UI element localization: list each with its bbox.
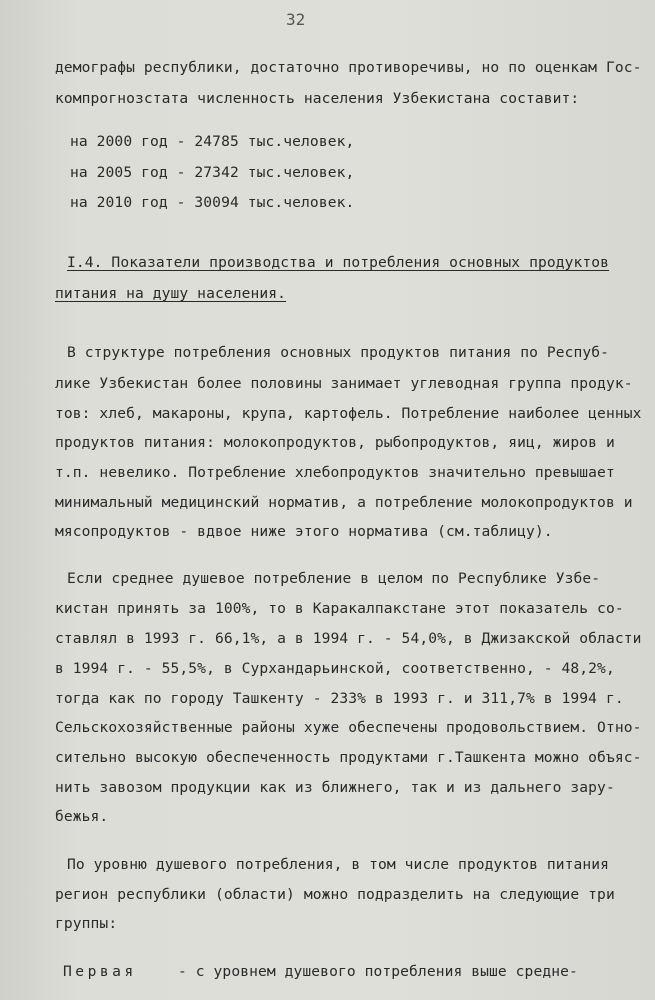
paragraph1-line-2: лике Узбекистан более половины занимает углеводная группа продук- [55,375,633,392]
paragraph1-line-7: мясопродуктов - вдвое ниже этого норматива (см.таблицу). [55,523,553,540]
paragraph2-line-9: бежья. [55,808,109,825]
paragraph1-line-4: продуктов питания: молокопродуктов, рыбопродуктов, яиц, жиров и [55,434,615,451]
forecast-2010: на 2010 год - 30094 тыс.человек. [70,194,355,211]
paragraph2-line-6: Сельскохозяйственные районы хуже обеспечены продовольствием. Отно- [55,719,642,736]
paragraph2-line-7: сительно высокую обеспеченность продуктами г.Ташкента можно объяс- [55,749,642,766]
forecast-2005: на 2005 год - 27342 тыс.человек, [70,164,355,181]
paragraph2-line-2: кистан принять за 100%, то в Каракалпакстане этот показатель со- [55,600,624,617]
intro-line-1: демографы республики, достаточно противоречивы, но по оценкам Гос- [55,59,642,76]
paragraph3-line-2: регион республики (области) можно подразделить на следующие три [55,886,615,903]
paragraph2-line-3: ставлял в 1993 г. 66,1%, а в 1994 г. - 54,0%, в Джизакской области [55,630,642,647]
paragraph1-line-1: В структуре потребления основных продуктов питания по Респуб- [67,344,610,361]
intro-line-2: компрогнозстата численность населения Узбекистана составит: [55,90,580,107]
paragraph1-line-5: т.п. невелико. Потребление хлебопродуктов значительно превышает [55,464,615,481]
group-first-text: - с уровнем душевого потребления выше средне- [178,963,578,980]
paragraph2-line-4: в 1994 г. - 55,5%, в Сурхандарьинской, соответственно, - 48,2%, [55,660,615,677]
paragraph2-line-1: Если среднее душевое потребление в целом по Республике Узбе- [67,570,601,587]
paragraph3-line-1: По уровню душевого потребления, в том числе продуктов питания [67,856,610,873]
paragraph1-line-6: минимальный медицинский норматив, а потребление молокопродуктов и [55,494,633,511]
paragraph2-line-8: нить завозом продукции как из ближнего, так и из дальнего зару- [55,779,615,796]
section-heading-line-1: I.4. Показатели производства и потребления основных продуктов [67,254,610,271]
paragraph3-line-3: группы: [55,915,118,932]
section-heading-line-2: питания на душу населения. [55,285,287,302]
paragraph1-line-3: тов: хлеб, макароны, крупа, картофель. Потребление наиболее ценных [55,405,642,422]
page-number: 32 [286,10,306,29]
group-first-label: Первая [63,963,137,980]
forecast-2000: на 2000 год - 24785 тыс.человек, [70,133,355,150]
paragraph2-line-5: тогда как по городу Ташкенту - 233% в 1993 г. и 311,7% в 1994 г. [55,690,624,707]
